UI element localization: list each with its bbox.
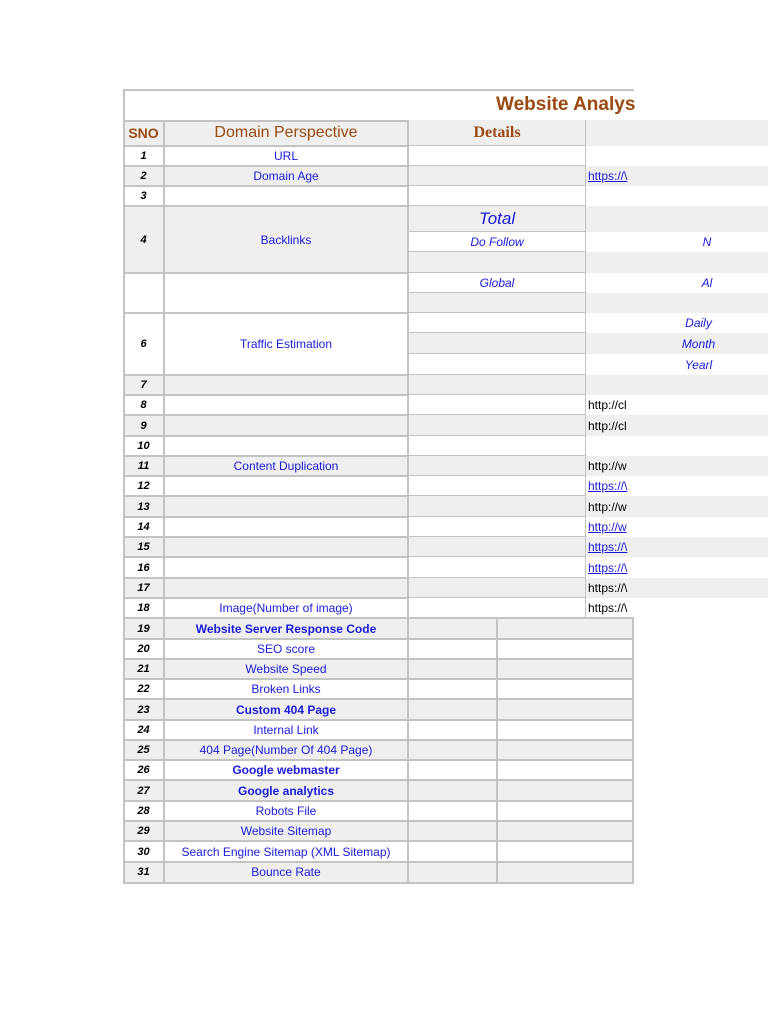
row-details: [408, 375, 586, 395]
url-link[interactable]: https://\: [588, 169, 628, 183]
row-label: SEO score: [164, 639, 408, 659]
grid-line: [123, 495, 409, 497]
row-details: [408, 146, 586, 166]
row-sno: 20: [123, 639, 164, 659]
row-details: [408, 841, 497, 862]
url-link[interactable]: https://\: [588, 560, 628, 575]
row-label: [164, 537, 408, 557]
traffic-details: [408, 354, 586, 375]
grid-line: [408, 332, 586, 333]
row-sno: 1: [123, 146, 164, 166]
traffic-daily: Daily: [586, 313, 768, 333]
grid-line: [123, 312, 409, 314]
grid-line: [408, 312, 586, 313]
grid-line: [408, 205, 586, 206]
row-label: Broken Links: [164, 679, 408, 699]
grid-line: [123, 374, 409, 376]
grid-line: [408, 231, 586, 232]
row-sno: 14: [123, 517, 164, 537]
row-sno: 6: [123, 313, 164, 375]
row-details: [408, 598, 586, 618]
row-sno: 15: [123, 537, 164, 557]
grid-line: [123, 516, 409, 518]
row-url[interactable]: http://cl: [586, 395, 768, 415]
row-details: [408, 166, 586, 186]
grid-line: [123, 617, 634, 619]
grid-line: [123, 475, 409, 477]
row-value: [497, 760, 633, 780]
row-url[interactable]: [586, 476, 768, 496]
grid-line: [408, 251, 586, 252]
grid-line: [123, 779, 634, 781]
grid-line: [408, 292, 586, 293]
row-sno: 29: [123, 821, 164, 841]
row-details: [408, 639, 497, 659]
grid-line: [123, 272, 409, 274]
row-url[interactable]: [586, 557, 768, 578]
grid-line: [123, 89, 634, 91]
grid-line: [408, 475, 586, 476]
row-value: [497, 659, 633, 679]
row-details: [408, 659, 497, 679]
row-label: URL: [164, 146, 408, 166]
grid-line: [123, 165, 409, 167]
row-details: [408, 436, 586, 456]
row-details: [408, 186, 586, 206]
row-sno: 22: [123, 679, 164, 699]
grid-line: [123, 719, 634, 721]
grid-line: [123, 882, 634, 884]
row-label: [164, 476, 408, 496]
row-sno: 30: [123, 841, 164, 862]
row-details: [408, 395, 586, 415]
row-value: [497, 801, 633, 821]
grid-line: [123, 414, 409, 416]
header-details: Details: [408, 120, 586, 146]
row-label: Google analytics: [164, 780, 408, 801]
grid-line: [123, 638, 634, 640]
row-sno: 27: [123, 780, 164, 801]
grid-line: [123, 840, 634, 842]
grid-line: [408, 145, 586, 146]
url-link[interactable]: https://\: [588, 479, 628, 493]
row-label: Bounce Rate: [164, 862, 408, 882]
row-url[interactable]: [586, 537, 768, 557]
row-details: [408, 862, 497, 882]
row-label: [164, 415, 408, 436]
grid-line: [408, 353, 586, 354]
row-label: [164, 496, 408, 517]
row-details: [408, 618, 497, 639]
row-url: [586, 186, 768, 206]
grid-line: [123, 739, 634, 741]
row-label: Robots File: [164, 801, 408, 821]
grid-line: [408, 272, 586, 273]
grid-line: [123, 145, 409, 147]
row-sno: 3: [123, 186, 164, 206]
row-url[interactable]: [586, 166, 768, 186]
spreadsheet: [123, 89, 768, 885]
grid-line: [408, 435, 586, 436]
row-label: [164, 578, 408, 598]
row-label: [164, 517, 408, 537]
row-details: [408, 780, 497, 801]
row-label: [164, 436, 408, 456]
row-sno: 28: [123, 801, 164, 821]
url-link[interactable]: http://w: [588, 520, 627, 534]
backlinks-blank: [586, 293, 768, 313]
grid-line: [123, 820, 634, 822]
row-details: [408, 517, 586, 537]
row-details: [408, 760, 497, 780]
grid-line: [123, 800, 634, 802]
backlinks-total: Total: [408, 206, 586, 232]
grid-line: [123, 394, 409, 396]
grid-line: [408, 394, 586, 395]
row-value: [497, 699, 633, 720]
grid-line: [408, 597, 586, 598]
grid-line: [123, 759, 634, 761]
row-value: [497, 780, 633, 801]
row-details: [408, 720, 497, 740]
row-label-traffic: Traffic Estimation: [164, 313, 408, 375]
row-sno: 23: [123, 699, 164, 720]
row-sno: 12: [123, 476, 164, 496]
backlinks-global: Global: [408, 273, 586, 293]
row-details: [408, 456, 586, 476]
row-sno: 21: [123, 659, 164, 679]
row-sno: 16: [123, 557, 164, 578]
traffic-details: [408, 333, 586, 354]
grid-line: [408, 455, 586, 456]
row-sno: [123, 273, 164, 313]
grid-line: [123, 556, 409, 558]
row-sno: 10: [123, 436, 164, 456]
row-sno: 11: [123, 456, 164, 476]
row-value: [497, 740, 633, 760]
backlinks-no-follow: N: [586, 232, 768, 252]
row-label: Image(Number of image): [164, 598, 408, 618]
row-details: [408, 415, 586, 436]
row-label: [164, 186, 408, 206]
row-value: [497, 821, 633, 841]
row-sno: 31: [123, 862, 164, 882]
grid-line: [408, 185, 586, 186]
grid-line: [408, 374, 586, 375]
row-details: [408, 821, 497, 841]
backlinks-blank: [586, 252, 768, 273]
traffic-yearly: Yearl: [586, 354, 768, 375]
row-label: [164, 557, 408, 578]
row-sno: 4: [123, 206, 164, 273]
row-value: [497, 862, 633, 882]
row-value: [497, 618, 633, 639]
grid-line: [408, 165, 586, 166]
row-url[interactable]: http://cl: [586, 415, 768, 436]
row-url: [586, 375, 768, 395]
row-sno: 24: [123, 720, 164, 740]
grid-line: [408, 556, 586, 557]
row-value: [497, 679, 633, 699]
header-sno: SNO: [123, 120, 164, 146]
grid-line: [123, 597, 409, 599]
grid-line: [123, 205, 409, 207]
header-domain-perspective: Domain Perspective: [164, 120, 408, 146]
row-url[interactable]: https://\: [586, 578, 768, 598]
row-sno: 18: [123, 598, 164, 618]
row-sno: 7: [123, 375, 164, 395]
grid-line: [123, 861, 634, 863]
grid-line: [407, 120, 409, 884]
row-value: [497, 720, 633, 740]
row-label: 404 Page(Number Of 404 Page): [164, 740, 408, 760]
row-details: [408, 740, 497, 760]
row-label: [164, 375, 408, 395]
row-label: [164, 395, 408, 415]
grid-line: [408, 536, 586, 537]
row-label: [164, 273, 408, 313]
url-link[interactable]: https://\: [588, 540, 628, 554]
grid-line: [123, 678, 634, 680]
row-url[interactable]: [586, 517, 768, 537]
grid-line: [123, 185, 409, 187]
row-url: [586, 436, 768, 456]
row-label: Website Sitemap: [164, 821, 408, 841]
row-details: [408, 557, 586, 578]
grid-line: [408, 516, 586, 517]
row-sno: 25: [123, 740, 164, 760]
row-details: [408, 496, 586, 517]
grid-line: [123, 577, 409, 579]
row-url[interactable]: http://w: [586, 496, 768, 517]
row-sno: 17: [123, 578, 164, 598]
grid-line: [123, 120, 409, 122]
grid-line: [408, 495, 586, 496]
row-details: [408, 801, 497, 821]
row-label: Internal Link: [164, 720, 408, 740]
grid-line: [408, 414, 586, 415]
row-value: [497, 841, 633, 862]
row-label-backlinks: Backlinks: [164, 206, 408, 273]
row-url[interactable]: https://\: [586, 598, 768, 618]
row-label: Website Server Response Code: [164, 618, 408, 639]
backlinks-all: Al: [586, 273, 768, 293]
backlinks-do-follow: Do Follow: [408, 232, 586, 252]
header-url-column: [586, 120, 768, 146]
row-sno: 2: [123, 166, 164, 186]
grid-line: [585, 120, 586, 618]
row-details: [408, 679, 497, 699]
grid-line: [123, 89, 125, 884]
grid-line: [163, 120, 165, 884]
row-details: [408, 476, 586, 496]
traffic-details: [408, 313, 586, 333]
row-label: Website Speed: [164, 659, 408, 679]
row-details: [408, 537, 586, 557]
row-details: [408, 578, 586, 598]
grid-line: [123, 536, 409, 538]
row-sno: 13: [123, 496, 164, 517]
backlinks-blank: [408, 293, 586, 313]
row-label: Custom 404 Page: [164, 699, 408, 720]
traffic-monthly: Month: [586, 333, 768, 354]
row-url: [586, 146, 768, 166]
grid-line: [408, 577, 586, 578]
row-label: Google webmaster: [164, 760, 408, 780]
row-label: Content Duplication: [164, 456, 408, 476]
row-details: [408, 699, 497, 720]
sheet-title: Website Analys: [123, 89, 768, 120]
row-sno: 19: [123, 618, 164, 639]
grid-line: [123, 435, 409, 437]
row-label: Search Engine Sitemap (XML Sitemap): [164, 841, 408, 862]
row-value: [497, 639, 633, 659]
row-sno: 9: [123, 415, 164, 436]
row-sno: 8: [123, 395, 164, 415]
row-sno: 26: [123, 760, 164, 780]
backlinks-total-value: [586, 206, 768, 232]
row-label: Domain Age: [164, 166, 408, 186]
grid-line: [123, 698, 634, 700]
backlinks-blank: [408, 252, 586, 273]
row-url[interactable]: http://w: [586, 456, 768, 476]
grid-line: [123, 455, 409, 457]
grid-line: [123, 658, 634, 660]
